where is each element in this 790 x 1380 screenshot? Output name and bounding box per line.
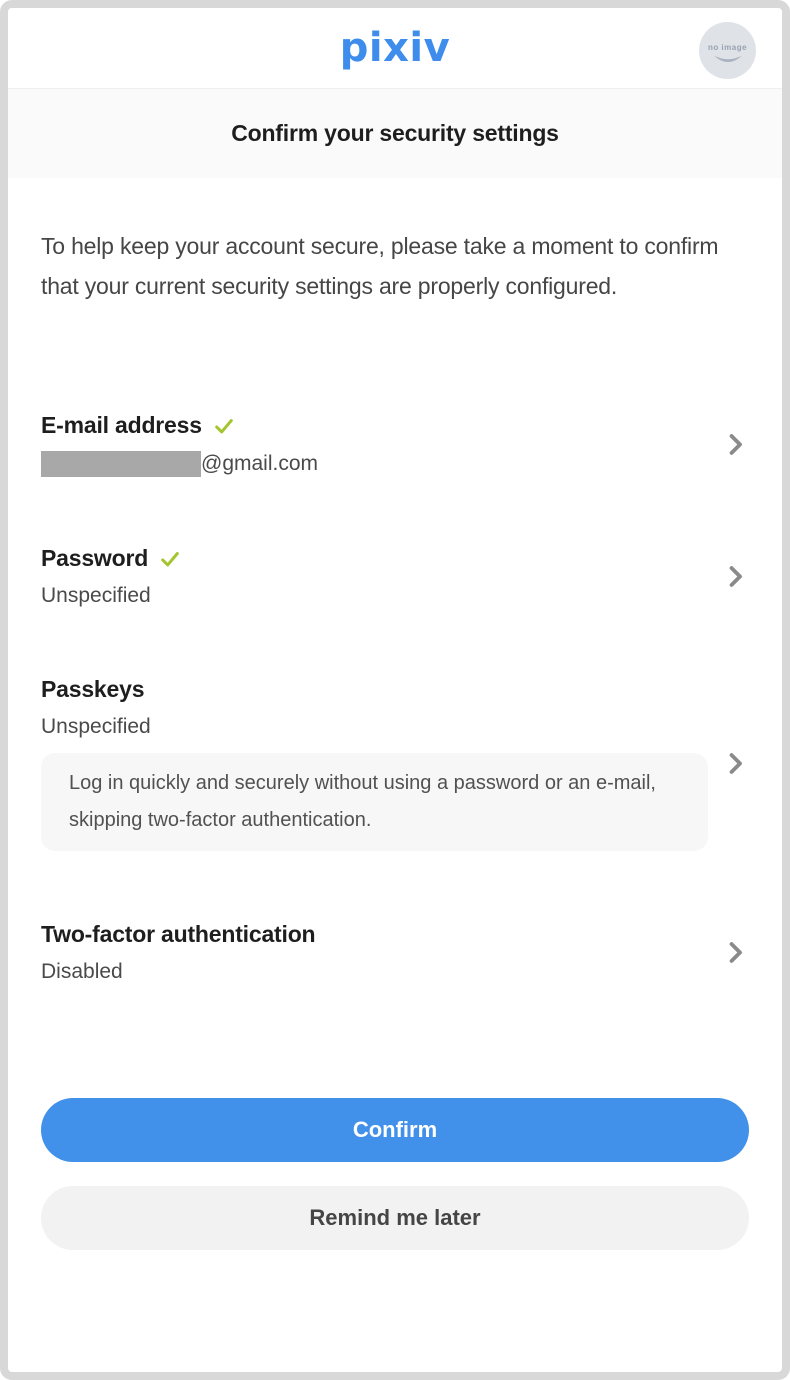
remind-me-later-button[interactable]: Remind me later — [41, 1186, 749, 1250]
setting-row-passkeys-main — [41, 676, 708, 851]
settings-list — [8, 412, 782, 984]
chevron-right-icon[interactable] — [722, 939, 749, 966]
password-value: Unspecified — [41, 584, 151, 607]
page-title: Confirm your security settings — [231, 120, 559, 146]
password-title: Password — [41, 545, 149, 571]
pixiv-logo[interactable]: pixiv — [339, 25, 451, 71]
email-domain: @gmail.com — [201, 452, 319, 475]
setting-row-email-main — [41, 412, 708, 477]
setting-row-password-main — [41, 545, 708, 608]
avatar[interactable] — [699, 22, 756, 79]
setting-row-email[interactable] — [41, 412, 749, 477]
setting-row-password[interactable] — [41, 545, 749, 608]
chevron-right-icon[interactable] — [722, 563, 749, 590]
redacted-email-block — [41, 451, 201, 477]
action-buttons — [8, 1098, 782, 1250]
header — [8, 8, 782, 88]
passkeys-note: Log in quickly and securely without using a password or an e-mail, skipping two-factor authentication. — [41, 753, 708, 851]
no-image-avatar-label: no image — [707, 42, 748, 52]
two-factor-title: Two-factor authentication — [41, 921, 316, 947]
check-icon — [213, 415, 235, 437]
smile-icon — [711, 54, 745, 67]
two-factor-value: Disabled — [41, 960, 123, 983]
setting-row-two-factor[interactable] — [41, 921, 749, 984]
banner — [8, 88, 782, 178]
passkeys-title: Passkeys — [41, 676, 145, 702]
confirm-button[interactable]: Confirm — [41, 1098, 749, 1162]
setting-row-two-factor-main — [41, 921, 708, 984]
chevron-right-icon[interactable] — [722, 431, 749, 458]
passkeys-value: Unspecified — [41, 715, 151, 738]
email-value — [41, 451, 708, 477]
email-title: E-mail address — [41, 412, 202, 438]
intro-text: To help keep your account secure, please take a moment to confirm that your current security settings are properly configured. — [41, 233, 719, 299]
setting-row-passkeys[interactable] — [41, 676, 749, 851]
chevron-right-icon[interactable] — [722, 750, 749, 777]
check-icon — [159, 548, 181, 570]
